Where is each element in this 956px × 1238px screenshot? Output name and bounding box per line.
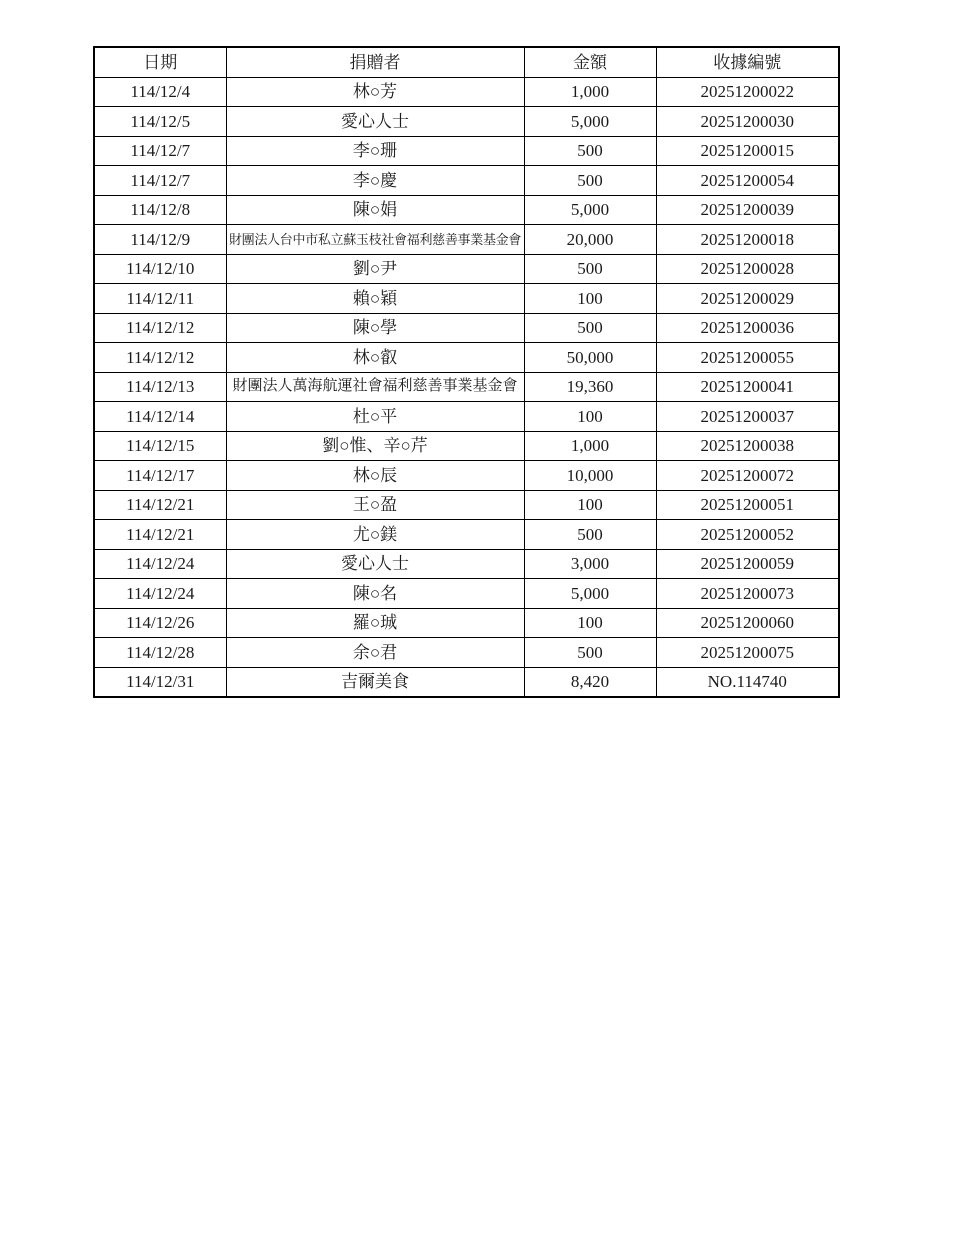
cell-amount: 500: [524, 136, 656, 166]
table-row: [94, 254, 839, 284]
cell-date: 114/12/21: [94, 490, 226, 520]
cell-receipt: 20251200055: [656, 343, 839, 373]
cell-donor: 林○辰: [226, 461, 524, 491]
cell-donor: 愛心人士: [226, 549, 524, 579]
cell-donor: 陳○學: [226, 313, 524, 343]
cell-date: 114/12/12: [94, 313, 226, 343]
cell-donor: 林○叡: [226, 343, 524, 373]
table-row: [94, 77, 839, 107]
cell-date: 114/12/10: [94, 254, 226, 284]
donation-table: [93, 46, 840, 698]
table-row: [94, 431, 839, 461]
table-body: [94, 77, 839, 697]
cell-date: 114/12/4: [94, 77, 226, 107]
cell-date: 114/12/26: [94, 608, 226, 638]
cell-date: 114/12/31: [94, 667, 226, 697]
cell-amount: 500: [524, 520, 656, 550]
cell-date: 114/12/7: [94, 166, 226, 196]
table-row: [94, 579, 839, 609]
table-row: [94, 313, 839, 343]
cell-amount: 500: [524, 313, 656, 343]
cell-amount: 5,000: [524, 195, 656, 225]
cell-receipt: 20251200073: [656, 579, 839, 609]
cell-amount: 8,420: [524, 667, 656, 697]
cell-receipt: 20251200075: [656, 638, 839, 668]
cell-date: 114/12/17: [94, 461, 226, 491]
table-row: [94, 107, 839, 137]
cell-amount: 10,000: [524, 461, 656, 491]
cell-receipt: 20251200051: [656, 490, 839, 520]
table-row: [94, 608, 839, 638]
table-row: [94, 166, 839, 196]
cell-receipt: 20251200015: [656, 136, 839, 166]
cell-receipt: 20251200072: [656, 461, 839, 491]
table-row: [94, 490, 839, 520]
table-row: [94, 402, 839, 432]
cell-amount: 100: [524, 402, 656, 432]
cell-amount: 19,360: [524, 372, 656, 402]
cell-date: 114/12/9: [94, 225, 226, 255]
column-header-receipt: 收據編號: [656, 47, 839, 77]
cell-date: 114/12/5: [94, 107, 226, 137]
table-row: [94, 225, 839, 255]
cell-date: 114/12/11: [94, 284, 226, 314]
table-row: [94, 372, 839, 402]
cell-receipt: 20251200039: [656, 195, 839, 225]
cell-date: 114/12/28: [94, 638, 226, 668]
table-row: [94, 136, 839, 166]
cell-date: 114/12/14: [94, 402, 226, 432]
cell-donor: 尤○鎂: [226, 520, 524, 550]
cell-date: 114/12/15: [94, 431, 226, 461]
table-row: [94, 461, 839, 491]
header-row: [94, 47, 839, 77]
cell-receipt: 20251200052: [656, 520, 839, 550]
cell-amount: 100: [524, 608, 656, 638]
cell-receipt: 20251200018: [656, 225, 839, 255]
cell-date: 114/12/24: [94, 579, 226, 609]
column-header-donor: 捐贈者: [226, 47, 524, 77]
cell-date: 114/12/7: [94, 136, 226, 166]
cell-amount: 100: [524, 284, 656, 314]
cell-donor: 愛心人士: [226, 107, 524, 137]
cell-receipt: NO.114740: [656, 667, 839, 697]
cell-donor: 劉○惟、辛○芹: [226, 431, 524, 461]
cell-amount: 20,000: [524, 225, 656, 255]
cell-receipt: 20251200059: [656, 549, 839, 579]
cell-amount: 1,000: [524, 77, 656, 107]
cell-receipt: 20251200038: [656, 431, 839, 461]
cell-date: 114/12/12: [94, 343, 226, 373]
cell-receipt: 20251200037: [656, 402, 839, 432]
cell-donor: 李○慶: [226, 166, 524, 196]
table-row: [94, 638, 839, 668]
cell-donor: 財團法人萬海航運社會福利慈善事業基金會: [226, 372, 524, 402]
cell-receipt: 20251200060: [656, 608, 839, 638]
cell-receipt: 20251200029: [656, 284, 839, 314]
table-row: [94, 343, 839, 373]
cell-donor: 羅○珹: [226, 608, 524, 638]
cell-amount: 500: [524, 166, 656, 196]
cell-amount: 5,000: [524, 579, 656, 609]
cell-donor: 財團法人台中市私立蘇玉枝社會福利慈善事業基金會: [226, 225, 524, 255]
cell-donor: 杜○平: [226, 402, 524, 432]
cell-receipt: 20251200022: [656, 77, 839, 107]
cell-amount: 100: [524, 490, 656, 520]
cell-donor: 陳○名: [226, 579, 524, 609]
cell-receipt: 20251200028: [656, 254, 839, 284]
cell-donor: 賴○穎: [226, 284, 524, 314]
cell-amount: 500: [524, 254, 656, 284]
cell-date: 114/12/21: [94, 520, 226, 550]
cell-receipt: 20251200054: [656, 166, 839, 196]
column-header-date: 日期: [94, 47, 226, 77]
cell-donor: 李○珊: [226, 136, 524, 166]
cell-date: 114/12/8: [94, 195, 226, 225]
column-header-amount: 金額: [524, 47, 656, 77]
table-row: [94, 520, 839, 550]
cell-amount: 50,000: [524, 343, 656, 373]
cell-receipt: 20251200041: [656, 372, 839, 402]
cell-amount: 5,000: [524, 107, 656, 137]
cell-receipt: 20251200030: [656, 107, 839, 137]
table-header: [94, 47, 839, 77]
cell-donor: 陳○娟: [226, 195, 524, 225]
cell-donor: 余○君: [226, 638, 524, 668]
cell-amount: 500: [524, 638, 656, 668]
cell-date: 114/12/24: [94, 549, 226, 579]
table-row: [94, 195, 839, 225]
table-row: [94, 549, 839, 579]
cell-donor: 林○芳: [226, 77, 524, 107]
cell-donor: 吉爾美食: [226, 667, 524, 697]
cell-date: 114/12/13: [94, 372, 226, 402]
cell-amount: 3,000: [524, 549, 656, 579]
cell-donor: 王○盈: [226, 490, 524, 520]
table-row: [94, 667, 839, 697]
table-row: [94, 284, 839, 314]
cell-donor: 劉○尹: [226, 254, 524, 284]
cell-receipt: 20251200036: [656, 313, 839, 343]
cell-amount: 1,000: [524, 431, 656, 461]
